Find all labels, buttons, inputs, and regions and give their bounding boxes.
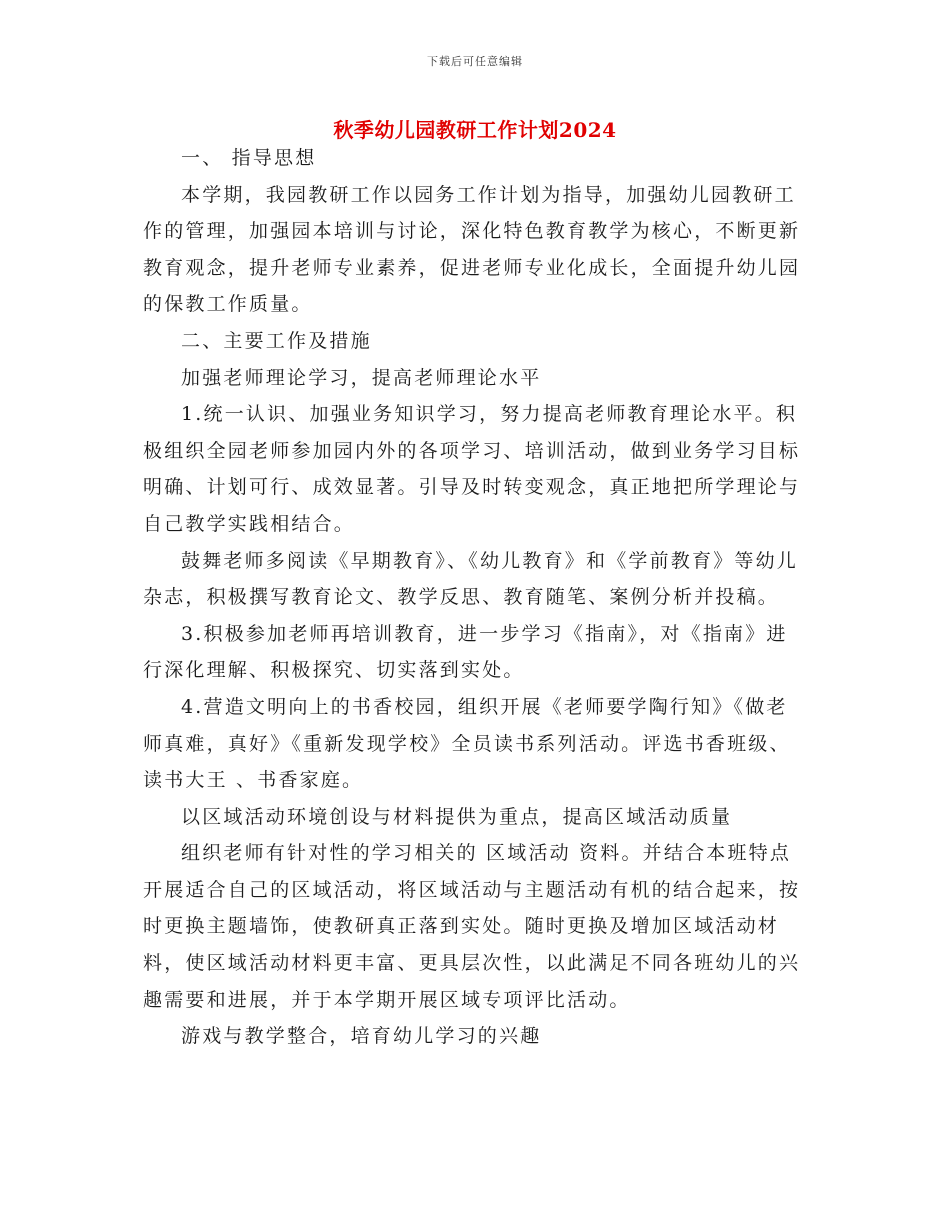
body-paragraph: 鼓舞老师多阅读《早期教育》、《幼儿教育》和《学前教育》等幼儿杂志，积极撰写教育论文、教学反思、教育随笔、案例分析并投稿。: [143, 549, 799, 609]
body-paragraph: 本学期，我园教研工作以园务工作计划为指导，加强幼儿园教研工作的管理，加强园本培训与讨论，深化特色教育教学为核心，不断更新教育观念，提升老师专业素养，促进老师专业化成长，全面提升幼儿园的保教工作质量。: [143, 183, 801, 316]
page-header: 下载后可任意编辑: [427, 55, 523, 68]
document-body: [143, 140, 808, 1055]
subheading-area-activities: 以区域活动环境创设与材料提供为重点，提高区域活动质量: [181, 805, 733, 828]
document-title: 秋季幼儿园教研工作计划2024: [333, 118, 617, 142]
section-heading-main-work: 二、主要工作及措施: [181, 329, 372, 352]
body-paragraph: 组织老师有针对性的学习相关的 区域活动 资料。并结合本班特点开展适合自己的区域活动，将区域活动与主题活动有机的结合起来，按时更换主题墙饰，使教研真正落到实处。随时更换及增加区域活动材料，使区域活动材料更丰富、更具层次性，以此满足不同各班幼儿的兴趣需要和进展，并于本学期开展区域专项评比活动。: [143, 842, 801, 1011]
section-heading-guiding-ideology: 一、 指导思想: [181, 147, 317, 169]
subheading-games-teaching: 游戏与教学整合，培育幼儿学习的兴趣: [181, 1025, 542, 1048]
body-paragraph: 1.统一认识、加强业务知识学习，努力提高老师教育理论水平。积极组织全园老师参加园内外的各项学习、培训活动，做到业务学习目标明确、计划可行、成效显著。引导及时转变观念，真正地把所学理论与自己教学实践相结合。: [143, 403, 801, 535]
subheading-theory-study: 加强老师理论学习，提高老师理论水平: [181, 366, 542, 389]
body-paragraph: 4.营造文明向上的书香校园，组织开展《老师要学陶行知》《做老师真难，真好》《重新发现学校》全员读书系列活动。评选书香班级、 读书大王 、书香家庭。: [143, 695, 791, 792]
body-paragraph: 3.积极参加老师再培训教育，进一步学习《指南》，对《指南》进行深化理解、积极探究、切实落到实处。: [143, 622, 788, 682]
